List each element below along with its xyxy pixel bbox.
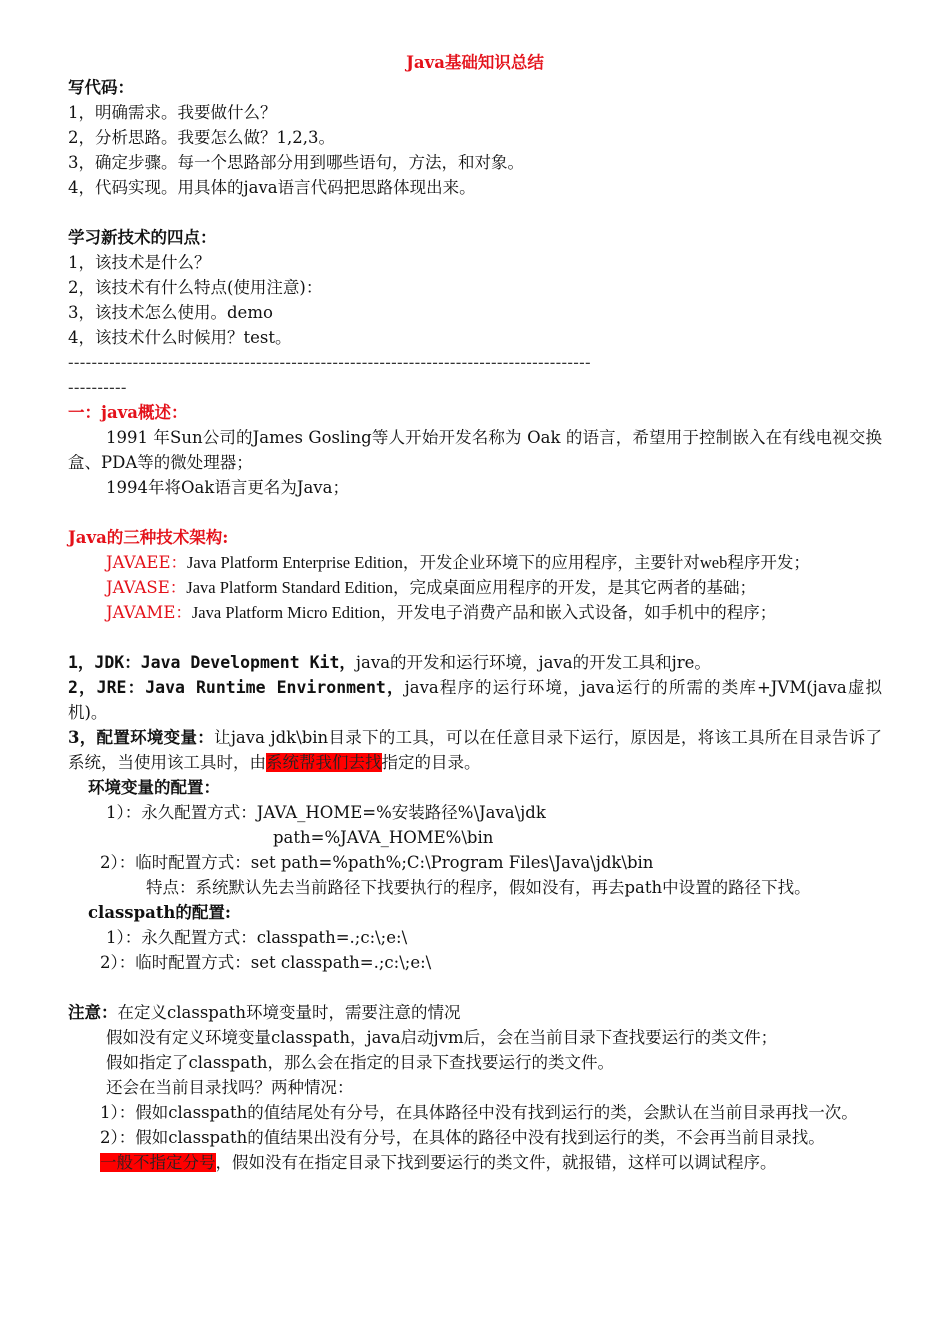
javase-label: JAVASE： [106, 578, 187, 597]
write-code-item: 4，代码实现。用具体的java语言代码把思路体现出来。 [68, 178, 476, 197]
arch-heading: Java的三种技术架构: [68, 528, 229, 547]
note-text: 在定义classpath环境变量时，需要注意的情况 [117, 1003, 461, 1022]
env-text-tail: 指定的目录。 [381, 753, 481, 772]
note-highlight: 一般不指定分号 [100, 1153, 216, 1172]
divider-line-tail: ---------- [68, 378, 127, 397]
note-paragraph: 还会在当前目录找吗？两种情况： [106, 1078, 354, 1097]
note-line [68, 1000, 882, 1025]
classpath-temp-config: 2）：临时配置方式：set classpath=.;c:\;e:\ [100, 953, 432, 972]
jdk-label: 1，JDK：Java Development Kit， [68, 653, 356, 672]
env-label: 3，配置环境变量： [68, 728, 215, 747]
overview-paragraph: 1991 年Sun公司的James Gosling等人开始开发名称为 Oak 的语言，希望用于控制嵌入在有线电视交换盒、PDA等的微处理器； [68, 428, 882, 472]
learn-tech-item: 4，该技术什么时候用？test。 [68, 328, 292, 347]
note-conclusion [68, 1150, 882, 1175]
document-page [68, 50, 882, 1175]
learn-tech-item: 3，该技术怎么使用。demo [68, 303, 273, 322]
jdk-text: java的开发和运行环境，java的开发工具和jre。 [355, 653, 711, 672]
write-code-item: 2，分析思路。我要怎么做？1,2,3。 [68, 128, 335, 147]
arch-javame [68, 600, 882, 625]
env-feature: 特点：系统默认先去当前路径下找要执行的程序，假如没有，再去path中设置的路径下找。 [146, 878, 811, 897]
env-text: 让java jdk\bin目录下的工具，可以在任意目录下运行，原因是，将该工具所在目录告诉了系统，当使用该工具时，由 [68, 728, 882, 772]
note-case: 1）：假如classpath的值结尾处有分号，在具体路径中没有找到运行的类，会默认在当前目录再找一次。 [100, 1103, 858, 1122]
write-code-item: 3，确定步骤。每一个思路部分用到哪些语句，方法，和对象。 [68, 153, 524, 172]
classpath-heading: classpath的配置: [88, 903, 232, 922]
spacer [68, 625, 882, 650]
spacer [68, 975, 882, 1000]
document-title: Java基础知识总结 [406, 53, 544, 72]
spacer [68, 200, 882, 225]
jre-text: java程序的运行环境，java运行的所需的类库+JVM(java虚拟机)。 [68, 678, 882, 722]
learn-tech-item: 2，该技术有什么特点(使用注意)： [68, 278, 323, 297]
write-code-heading: 写代码： [68, 78, 134, 97]
classpath-perm-config: 1）：永久配置方式：classpath=.;c:\;e:\ [106, 928, 408, 947]
javase-text: Java Platform Standard Edition，完成桌面应用程序的开发，是其它两者的基础； [186, 578, 756, 597]
jre-label: 2，JRE：Java Runtime Environment， [68, 678, 405, 697]
jre-line [68, 675, 882, 725]
javame-text: Java Platform Micro Edition，开发电子消费产品和嵌入式设备，如手机中的程序； [191, 603, 777, 622]
note-paragraph: 假如指定了classpath，那么会在指定的目录下查找要运行的类文件。 [106, 1053, 614, 1072]
env-config-heading: 环境变量的配置： [88, 778, 220, 797]
javaee-label: JAVAEE： [106, 553, 188, 572]
note-case: 2）：假如classpath的值结果出没有分号，在具体的路径中没有找到运行的类，不会再当前目录找。 [100, 1128, 825, 1147]
overview-heading: 一：java概述： [68, 403, 188, 422]
env-highlight: 系统帮我们去找 [266, 753, 382, 772]
note-tail: ，假如没有在指定目录下找到要运行的类文件，就报错，这样可以调试程序。 [215, 1153, 777, 1172]
divider-line: ----------------------------------------------------------------------------------------- [68, 353, 591, 372]
env-line [68, 725, 882, 775]
jdk-line [68, 650, 882, 675]
note-paragraph: 假如没有定义环境变量classpath，java启动jvm后，会在当前目录下查找要运行的类文件； [106, 1028, 778, 1047]
learn-tech-heading: 学习新技术的四点： [68, 228, 217, 247]
spacer [68, 500, 882, 525]
note-label: 注意： [68, 1003, 118, 1022]
env-perm-path: path=%JAVA_HOME%\bin [273, 828, 494, 847]
learn-tech-item: 1，该技术是什么？ [68, 253, 211, 272]
javame-label: JAVAME： [106, 603, 192, 622]
env-perm-config: 1）：永久配置方式：JAVA_HOME=%安装路径%\Java\jdk [106, 803, 546, 822]
arch-javaee [68, 550, 882, 575]
env-temp-config: 2）：临时配置方式：set path=%path%;C:\Program Files\Java\jdk\bin [100, 853, 654, 872]
arch-javase [68, 575, 882, 600]
write-code-item: 1，明确需求。我要做什么？ [68, 103, 277, 122]
overview-paragraph: 1994年将Oak语言更名为Java； [106, 478, 349, 497]
javaee-text: Java Platform Enterprise Edition，开发企业环境下的应用程序，主要针对web程序开发； [187, 553, 810, 572]
